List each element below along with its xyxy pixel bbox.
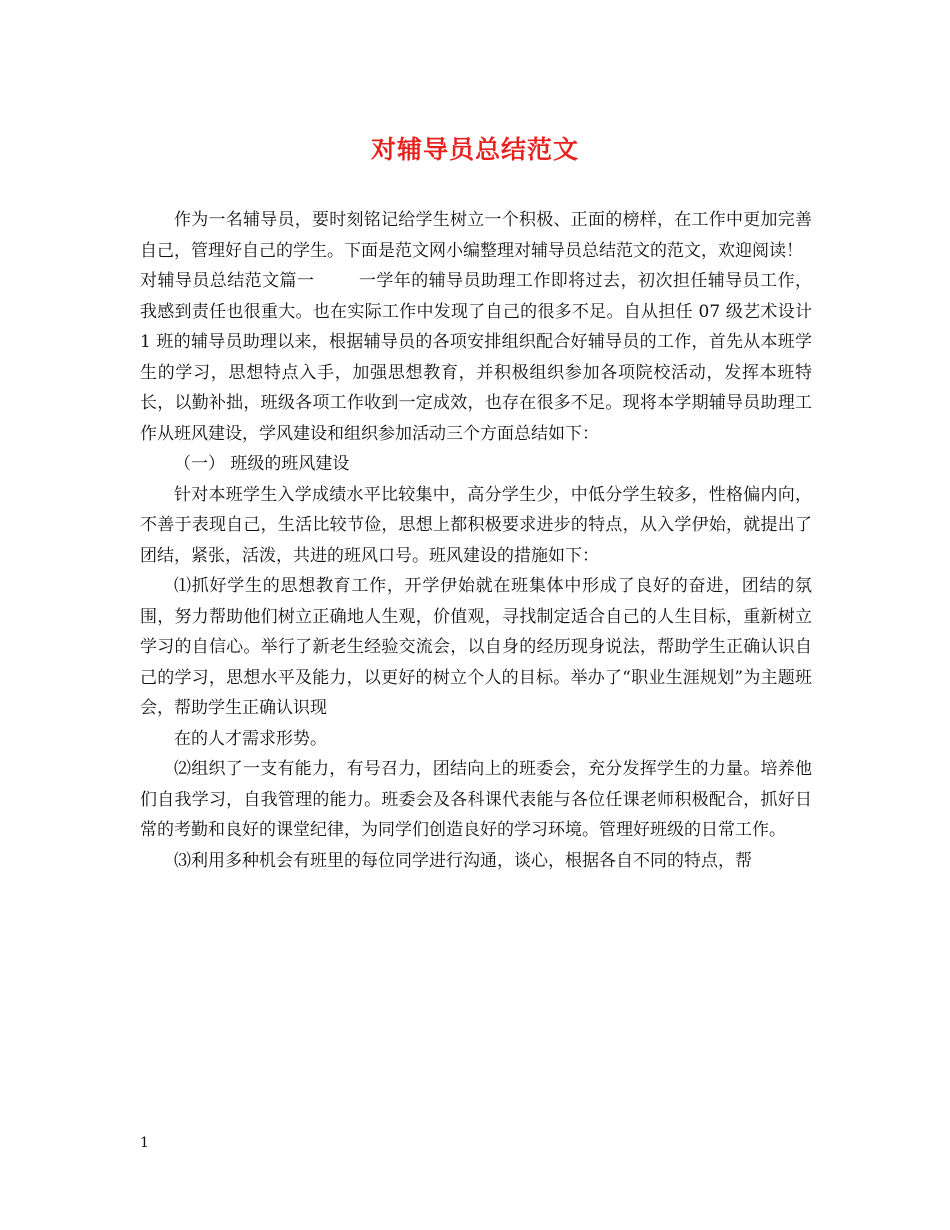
document-title: 对辅导员总结范文 (370, 135, 579, 164)
paragraph-2: ⑴抓好学生的思想教育工作，开学伊始就在班集体中形成了良好的奋进，团结的氛围，努力帮助他们树立正确地人生观，价值观，寻找制定适合自己的人生目标，重新树立学习的自信心。举行了新老生经验交流会，以自身的经历现身说法，帮助学生正确认识自己的学习，思想水平及能力，以更好的树立个人的目标。举办了“职业生涯规划”为主题班会，帮助学生正确认识现 (140, 576, 812, 718)
subheading-class-style: （一） 班级的班风建设 (174, 454, 350, 474)
section-body: 一学年的辅导员助理工作即将过去，初次担任辅导员工作，我感到责任也很重大。也在实际工作中发现了自己的很多不足。自从担任 07 级艺术设计 1 班的辅导员助理以来，根据辅导员的各项安排组织配合好辅导员的工作，首先从本班学生的学习，思想特点入手，加强思想教育，并积极组织参加各项院校活动，发挥本班特长，以勤补拙，班级各项工作收到一定成效，也存在很多不足。现将本学期辅导员助理工作从班风建设，学风建设和组织参加活动三个方面总结如下： (140, 271, 813, 444)
document-body (140, 205, 812, 876)
paragraph-2-continued: 在的人才需求形势。 (174, 728, 327, 749)
intro-paragraph: 作为一名辅导员，要时刻铭记给学生树立一个积极、正面的榜样，在工作中更加完善自己，管理好自己的学生。下面是范文网小编整理对辅导员总结范文的范文，欢迎阅读！ (140, 210, 812, 261)
paragraph-3: ⑵组织了一支有能力，有号召力，团结向上的班委会，充分发挥学生的力量。培养他们自我学习，自我管理的能力。班委会及各科课代表能与各位任课老师积极配合，抓好日常的考勤和良好的课堂纪律，为同学们创造良好的学习环境。管理好班级的日常工作。 (140, 759, 812, 840)
section-heading: 对辅导员总结范文篇一 (140, 271, 315, 291)
paragraph-4: ⑶利用多种机会有班里的每位同学进行沟通，谈心，根据各自不同的特点，帮 (174, 850, 752, 871)
page-number: 1 (140, 1135, 149, 1151)
section-paragraph (140, 266, 812, 449)
paragraph-1: 针对本班学生入学成绩水平比较集中，高分学生少，中低分学生较多，性格偏内向，不善于表现自己，生活比较节俭，思想上都积极要求进步的特点，从入学伊始，就提出了团结，紧张，活泼，共进的班风口号。班风建设的措施如下： (140, 484, 812, 566)
